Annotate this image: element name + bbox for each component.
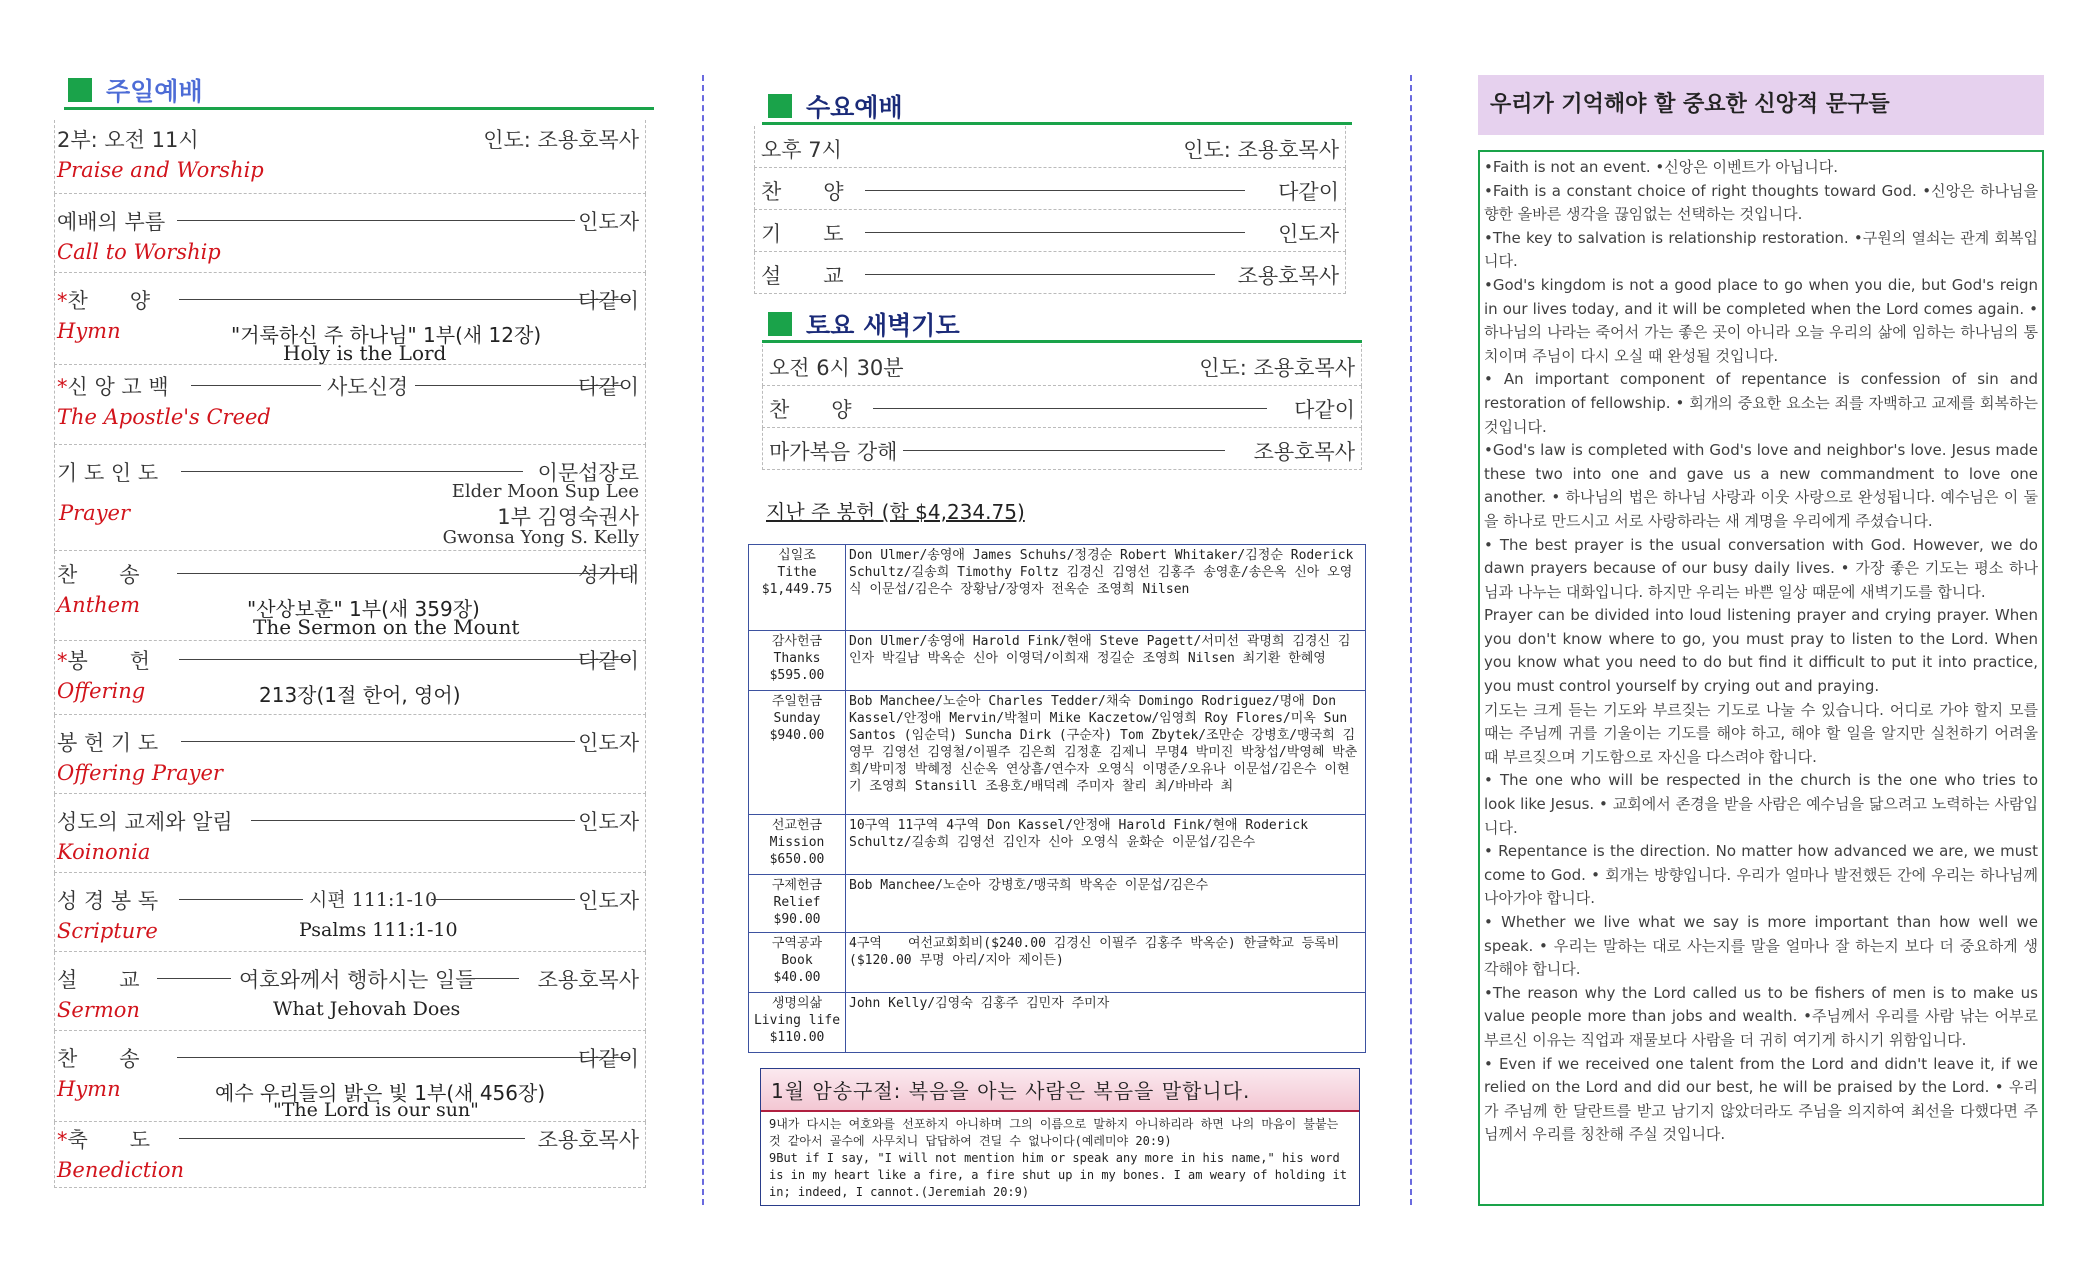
sunday-header-rule — [64, 107, 654, 110]
verse-korean: 9내가 다시는 여호와를 선포하지 아니하며 그의 이름으로 말하지 아니하리라 하면 나의 마음이 불붙는 것 같아서 골수에 사무치니 답답하여 견딜 수 없나이다(예레미야 20:9) — [769, 1117, 1339, 1148]
faith-phrase: • An important component of repentance is confession of sin and restoration of fellowship. • 회개의 중요한 요소는 죄를 자백하고 교제를 회복하는 것입니다. — [1484, 370, 2038, 436]
praise-worship-label: Praise and Worship — [57, 158, 264, 182]
green-square-icon — [768, 94, 792, 118]
offering-category: 선교헌금 Mission $650.00 — [749, 815, 846, 875]
offering-names: Bob Manchee/노순아 강병호/맹국희 박옥순 이문섭/김은수 — [846, 875, 1366, 933]
offering-row — [749, 691, 1366, 815]
offering-row — [749, 993, 1366, 1053]
offering-names: 10구역 11구역 4구역 Don Kassel/안정애 Harold Fink/현애 Roderick Schultz/길송희 김영선 김인자 신아 오영식 윤화순 이문섭/김은수 — [846, 815, 1366, 875]
wednesday-header — [768, 88, 903, 124]
faith-phrase: • The best prayer is the usual conversation with God. However, we do dawn prayers because of our busy daily lives. • 가장 좋은 기도는 평소 하나님과 나누는 대화입니다. 하지만 우리는 바쁜 일상 때문에 새벽기도를 합니다. — [1484, 535, 2038, 601]
sunday-title: 주일예배 — [106, 77, 203, 106]
offering-category: 구제헌금 Relief $90.00 — [749, 875, 846, 933]
saturday-header — [768, 306, 960, 342]
offering-row — [749, 631, 1366, 691]
column-divider — [1410, 75, 1412, 1205]
offering-names: Don Ulmer/송영애 James Schuhs/정경순 Robert Whitaker/김정순 Roderick Schultz/길송희 Timothy Foltz 김경신 김영선 김홍주 송영훈/송은옥 신아 오영식 이문섭/김은수 장황남/장영자 전옥순 조영희 Nilsen — [846, 545, 1366, 631]
order-item: *봉 헌 다같이 Offering 213장(1절 한어, 영어) — [54, 641, 646, 715]
faith-phrases-title: 우리가 기억해야 할 중요한 신앙적 문구들 — [1478, 75, 2044, 135]
wednesday-title: 수요예배 — [806, 93, 903, 122]
offering-row — [749, 933, 1366, 993]
sunday-service-row — [54, 120, 646, 194]
offering-category: 주일헌금 Sunday $940.00 — [749, 691, 846, 815]
wednesday-header-rule — [762, 122, 1352, 125]
memory-verse-title: 1월 암송구절: 복음을 아는 사람은 복음을 말합니다. — [761, 1069, 1359, 1112]
offering-names: 4구역 여선교회회비($240.00 김경신 이필주 김홍주 박옥순) 한글학교 등록비($120.00 무명 아리/지아 제이든) — [846, 933, 1366, 993]
order-item: 설 교 여호와께서 행하시는 일들 조용호목사 Sermon What Jehovah Does — [54, 952, 646, 1031]
order-item: 성 경 봉 독 시편 111:1-10 인도자 Scripture Psalms 111:1-10 — [54, 873, 646, 952]
memory-verse-box — [760, 1068, 1360, 1206]
offering-names: John Kelly/김영숙 김홍주 김민자 주미자 — [846, 993, 1366, 1053]
memory-verse-text — [761, 1112, 1359, 1205]
faith-phrase: • The one who will be respected in the church is the one who tries to look like Jesus. • 교회에서 존경을 받을 사람은 예수님을 닮으려고 노력하는 사람입니다. — [1484, 771, 2038, 837]
offering-row — [749, 815, 1366, 875]
order-item: *축 도 조용호목사 Benediction — [54, 1122, 646, 1188]
saturday-title: 토요 새벽기도 — [806, 311, 960, 340]
saturday-header-rule — [762, 340, 1362, 343]
order-item: 봉 헌 기 도 인도자 Offering Prayer — [54, 715, 646, 794]
order-item: 찬 양 다같이 — [762, 386, 1362, 428]
faith-phrase: • Even if we received one talent from the Lord and didn't leave it, if we relied on the Lord and did our best, he will be praised by the Lord. • 우리가 주님께 한 달란트를 받고 남기지 않았더라도 주님을 의지하여 최선을 다했다면 주님께서 우리를 칭찬해 주실 것입니다. — [1484, 1054, 2038, 1144]
faith-phrase: Prayer can be divided into loud listening prayer and crying prayer. When you don't know where to go, you must pray to listen to the Lord. When you know what you need to do but find it difficult to put it into practice, you must control yourself by crying out and praying. — [1484, 606, 2038, 696]
faith-phrase: •God's law is completed with God's love and neighbor's love. Jesus made these two into one and gave us a new commandment to love one another. • 하나님의 법은 하나님 사랑과 이웃 사랑으로 완성됩니다. 예수님은 이 둘을 하나로 만드시고 서로 사랑하라는 새 계명을 우리에게 주셨습니다. — [1484, 441, 2038, 530]
service-leader: 인도: 조용호목사 — [483, 128, 639, 152]
faith-phrases-box — [1478, 150, 2044, 1206]
offering-row — [749, 545, 1366, 631]
wednesday-order — [754, 126, 1346, 294]
offering-category: 감사헌금 Thanks $595.00 — [749, 631, 846, 691]
saturday-order — [762, 344, 1362, 470]
faith-phrase: •The key to salvation is relationship restoration. •구원의 열쇠는 관계 회복입니다. — [1484, 228, 2038, 271]
faith-phrase: •God's kingdom is not a good place to go when you die, but God's reign in our lives today, and it will be completed when the Lord comes again. •하나님의 나라는 죽어서 가는 좋은 곳이 아니라 오늘 우리의 삶에 임하는 하나님의 통치이며 주님이 다시 오실 때 완성될 것입니다. — [1484, 275, 2038, 365]
offering-names: Don Ulmer/송영애 Harold Fink/현애 Steve Pagett/서미선 곽명희 김경신 김인자 박길남 박옥순 신아 이영덕/이희재 정길순 조영희 Nilsen 최기환 한혜영 — [846, 631, 1366, 691]
order-item: 기 도 인 도 이문섭장로 Elder Moon Sup Lee Prayer 1부 김영숙권사 Gwonsa Yong S. Kelly — [54, 445, 646, 551]
order-item: 찬 양 다같이 — [754, 168, 1346, 210]
verse-english: 9But if I say, "I will not mention him or speak any more in his name," his word is in my heart like a fire, a fire shut up in my bones. I am weary of holding it in; indeed, I cannot.(Jeremiah 20:9) — [769, 1151, 1347, 1199]
sunday-order — [54, 120, 646, 1188]
sunday-header — [68, 72, 203, 108]
order-item: 예배의 부름 인도자 Call to Worship — [54, 194, 646, 273]
faith-phrase: 기도는 크게 듣는 기도와 부르짖는 기도로 나눌 수 있습니다. 어디로 가야 할지 모를 때는 주님께 귀를 기울이는 기도를 해야 하고, 해야 할 일을 알지만 실천하기 어려울 때 부르짖으며 기도함으로 자신을 다스려야 합니다. — [1484, 700, 2038, 766]
offering-names: Bob Manchee/노순아 Charles Tedder/채숙 Domingo Rodriguez/명애 Don Kassel/안정애 Mervin/박철미 Mike Kaczetow/임영희 Roy Flores/미옥 Sun Santos (임순덕) Suncha Dirk (구순자) Tom Zbytek/조만순 강병호/맹국희 김영무 김영선 김영철/이필주 김은희 김정훈 김제니 무명4 박미진 박창섭/박영혜 박춘희/박미정 박혜정 신순옥 연상흠/연수자 오영식 이명준/오유나 이문섭/김은수 이현기 조영희 Stansill 조용호/배덕례 주미자 찰리 최/바바라 최 — [846, 691, 1366, 815]
order-item: 찬 송 다같이 Hymn 예수 우리들의 밝은 빛 1부(새 456장) "The Lord is our sun" — [54, 1031, 646, 1122]
faith-phrase: •The reason why the Lord called us to be fishers of men is to make us value people more than jobs and wealth. •주님께서 우리를 사람 낚는 어부로 부르신 이유는 직업과 재물보다 사람을 더 귀히 여기게 하시기 위함입니다. — [1484, 983, 2038, 1049]
offering-table — [748, 544, 1366, 1053]
wednesday-time-row: 오후 7시 인도: 조용호목사 — [754, 126, 1346, 168]
order-item: 성도의 교제와 알림 인도자 Koinonia — [54, 794, 646, 873]
faith-phrase-list — [1484, 156, 2038, 1147]
offering-category: 십일조 Tithe $1,449.75 — [749, 545, 846, 631]
faith-phrase: • Repentance is the direction. No matter how advanced we are, we must come to God. • 회개는 방향입니다. 우리가 얼마나 발전했든 간에 우리는 하나님께 나아가야 합니다. — [1484, 842, 2038, 908]
faith-phrase: •Faith is not an event. •신앙은 이벤트가 아닙니다. — [1484, 158, 1838, 176]
faith-phrase: • Whether we live what we say is more important than how well we speak. • 우리는 말하는 대로 사는지를 말을 얼마나 잘 하는지 보다 더 중요하게 생각해야 합니다. — [1484, 913, 2038, 979]
order-item: 기 도 인도자 — [754, 210, 1346, 252]
order-item: *신 앙 고 백 사도신경 다같이 The Apostle's Creed — [54, 365, 646, 445]
offering-category: 생명의삶 Living life $110.00 — [749, 993, 846, 1053]
column-divider — [702, 75, 704, 1205]
offering-title: 지난 주 봉헌 (합 $4,234.75) — [766, 500, 1025, 524]
green-square-icon — [68, 78, 92, 102]
order-item: *찬 양 다같이 Hymn "거룩하신 주 하나님" 1부(새 12장) Holy is the Lord — [54, 273, 646, 365]
offering-category: 구역공과 Book $40.00 — [749, 933, 846, 993]
saturday-time-row: 오전 6시 30분 인도: 조용호목사 — [762, 344, 1362, 386]
green-square-icon — [768, 312, 792, 336]
offering-row — [749, 875, 1366, 933]
faith-phrase: •Faith is a constant choice of right thoughts toward God. •신앙은 하나님을 향한 올바른 생각을 끊임없는 선택하는 것입니다. — [1484, 181, 2038, 224]
service-time: 2부: 오전 11시 — [57, 128, 199, 152]
order-item: 설 교 조용호목사 — [754, 252, 1346, 294]
order-item: 마가복음 강해 조용호목사 — [762, 428, 1362, 470]
order-item: 찬 송 성가대 Anthem "산상보훈" 1부(새 359장) The Sermon on the Mount — [54, 551, 646, 641]
